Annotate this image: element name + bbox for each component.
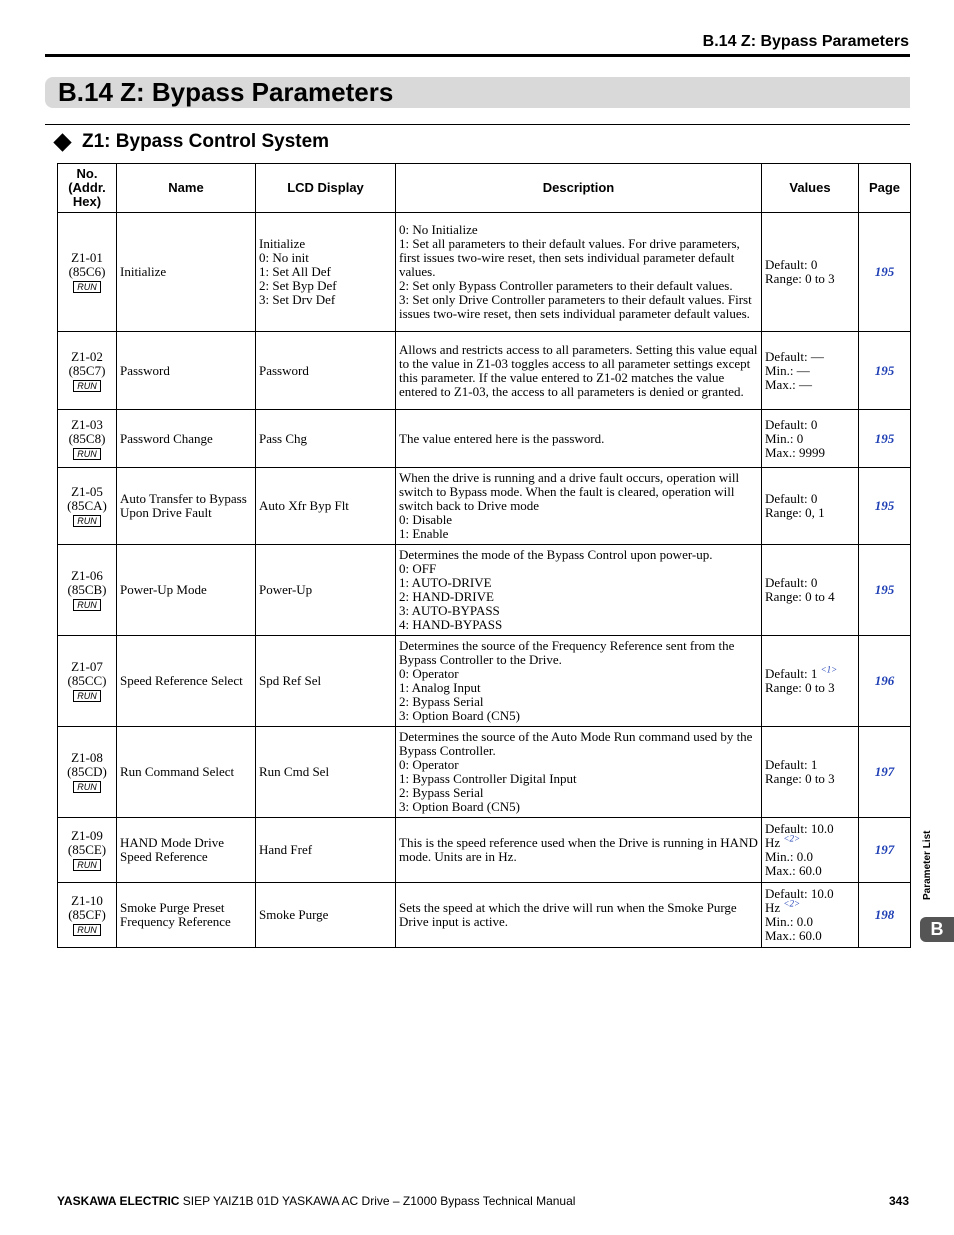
param-name-cell-line: Password	[120, 362, 170, 378]
values-line	[765, 576, 855, 590]
lcd-display-cell	[256, 883, 396, 948]
param-address: (85CF)	[68, 907, 106, 922]
param-address: (85C7)	[68, 362, 106, 378]
page-link[interactable]: 195	[859, 332, 911, 410]
values-cell	[762, 213, 859, 332]
section-bar	[45, 77, 910, 108]
values-text: Max.: 60.0	[765, 863, 822, 878]
values-text: Hz	[765, 835, 784, 850]
table-row	[58, 332, 911, 410]
side-tab-letter[interactable]: B	[920, 917, 954, 942]
description-cell	[396, 818, 762, 883]
values-text: Default: 10.0	[765, 821, 834, 836]
lcd-display-cell-line: 2: Set Byp Def	[259, 278, 337, 293]
values-line	[765, 833, 855, 850]
values-text: Range: 0 to 3	[765, 680, 835, 695]
param-address: (85CC)	[67, 673, 107, 688]
values-text: Default: 0	[765, 491, 818, 506]
values-text: Default: 1	[765, 757, 818, 772]
param-name-cell-line: Power-Up Mode	[120, 582, 207, 597]
param-number-cell	[58, 410, 117, 468]
values-cell	[762, 727, 859, 818]
values-line	[765, 772, 855, 786]
lcd-display-cell-line: 0: No init	[259, 250, 309, 265]
description-cell-line: 2: Bypass Serial	[399, 694, 484, 709]
values-text: Range: 0 to 3	[765, 271, 835, 286]
lcd-display-cell	[256, 818, 396, 883]
description-cell-line: When the drive is running and a drive fault occurs, operation will switch to Bypass mode. When the fault is cleared, operation will switch back to Drive mode	[399, 470, 740, 513]
param-number: Z1-06	[71, 568, 103, 583]
table-row	[58, 410, 911, 468]
description-cell-line: Sets the speed at which the drive will run when the Smoke Purge Drive input is active.	[399, 900, 737, 929]
values-text: Max.: 9999	[765, 444, 825, 460]
header-page: Page	[859, 164, 911, 213]
description-cell-line: 1: Enable	[399, 526, 449, 541]
values-text: Min.: 0.0	[765, 849, 814, 864]
subsection-title: Z1: Bypass Control System	[82, 131, 330, 152]
lcd-display-cell	[256, 545, 396, 636]
values-line	[765, 378, 855, 392]
values-line	[765, 258, 855, 272]
values-text: Default: —	[765, 348, 824, 364]
values-text: Default: 0	[765, 575, 818, 590]
footnote-reference[interactable]: <2>	[783, 898, 801, 909]
description-cell-line: 3: Option Board (CN5)	[399, 708, 520, 723]
table-header-row	[58, 164, 911, 213]
side-tab-label	[921, 830, 937, 916]
values-line	[765, 272, 855, 286]
description-cell-line: 3: Option Board (CN5)	[399, 799, 520, 814]
param-address: (85CE)	[67, 842, 107, 857]
lcd-display-cell	[256, 410, 396, 468]
lcd-display-cell	[256, 727, 396, 818]
values-text: Range: 0 to 3	[765, 771, 835, 786]
table-row	[58, 727, 911, 818]
lcd-display-cell-line: 3: Set Drv Def	[259, 292, 336, 307]
values-cell	[762, 468, 859, 545]
param-number-cell	[58, 468, 117, 545]
values-line	[765, 506, 855, 520]
param-address: (85CA)	[67, 498, 107, 513]
lcd-display-cell	[256, 468, 396, 545]
description-cell-line: This is the speed reference used when the Drive is running in HAND mode. Units are in Hz.	[399, 835, 758, 864]
values-line	[765, 432, 855, 446]
description-cell-line: 0: No Initialize	[399, 222, 478, 237]
table-row	[58, 636, 911, 727]
values-line	[765, 492, 855, 506]
values-text: Default: 0	[765, 257, 818, 272]
header-name: Name	[117, 164, 256, 213]
section-title: B.14 Z: Bypass Parameters	[58, 77, 394, 107]
page-link[interactable]: 196	[859, 636, 911, 727]
description-cell-line: 2: HAND-DRIVE	[399, 589, 494, 604]
param-name-cell	[117, 545, 256, 636]
param-name-cell	[117, 213, 256, 332]
values-line	[765, 898, 855, 915]
param-address: (85CD)	[67, 764, 107, 779]
table-row	[58, 818, 911, 883]
values-line	[765, 681, 855, 695]
lcd-display-cell-line: Pass Chg	[259, 430, 308, 446]
param-number-cell	[58, 636, 117, 727]
values-line	[765, 864, 855, 878]
param-number-cell	[58, 213, 117, 332]
lcd-display-cell-line: Auto Xfr Byp Flt	[259, 498, 349, 513]
lcd-display-cell	[256, 213, 396, 332]
lcd-display-cell-line: Run Cmd Sel	[259, 764, 330, 779]
values-text: Max.: —	[765, 376, 812, 392]
param-name-cell-line: Smoke Purge Preset Frequency Reference	[120, 900, 231, 929]
page-link[interactable]: 195	[859, 213, 911, 332]
values-line	[765, 850, 855, 864]
lcd-display-cell-line: Smoke Purge	[259, 907, 329, 922]
values-line	[765, 364, 855, 378]
running-head: B.14 Z: Bypass Parameters	[702, 33, 909, 50]
description-cell-line: 1: Analog Input	[399, 680, 481, 695]
param-name-cell-line: Auto Transfer to Bypass Upon Drive Fault	[120, 491, 247, 520]
description-cell-line: 2: Set only Bypass Controller parameters to their default values.	[399, 278, 733, 293]
description-cell-line: 0: OFF	[399, 561, 437, 576]
values-text: Default: 10.0	[765, 886, 834, 901]
values-cell	[762, 883, 859, 948]
lcd-display-cell-line: Password	[259, 362, 309, 378]
header-no-line: Hex)	[72, 194, 102, 209]
lcd-display-cell	[256, 636, 396, 727]
diamond-bullet-icon	[53, 133, 71, 151]
run-badge: RUN	[73, 281, 101, 293]
parameter-table	[57, 163, 911, 948]
run-badge: RUN	[73, 599, 101, 611]
values-text: Max.: 60.0	[765, 928, 822, 943]
description-cell-line: The value entered here is the password.	[399, 430, 605, 446]
page-link[interactable]: 195	[859, 468, 911, 545]
footer	[57, 1194, 575, 1208]
run-badge: RUN	[73, 515, 101, 527]
values-cell	[762, 636, 859, 727]
page-link[interactable]: 197	[859, 727, 911, 818]
description-cell-line: 1: AUTO-DRIVE	[399, 575, 492, 590]
description-cell-line: 2: Bypass Serial	[399, 785, 484, 800]
param-name-cell	[117, 818, 256, 883]
param-name-cell-line: Speed Reference Select	[120, 673, 243, 688]
param-number: Z1-05	[71, 484, 103, 499]
param-number-cell	[58, 818, 117, 883]
description-cell-line: 0: Operator	[399, 757, 459, 772]
param-name-cell	[117, 883, 256, 948]
description-cell-line: Determines the source of the Auto Mode Run command used by the Bypass Controller.	[399, 729, 753, 758]
description-cell-line: 0: Disable	[399, 512, 453, 527]
values-text: Min.: 0	[765, 430, 804, 446]
run-badge: RUN	[73, 781, 101, 793]
description-cell-line: Determines the mode of the Bypass Control upon power-up.	[399, 547, 713, 562]
description-cell	[396, 727, 762, 818]
param-address: (85C6)	[68, 264, 106, 279]
description-cell	[396, 410, 762, 468]
header-no-line: No.	[76, 166, 98, 181]
param-number: Z1-01	[71, 250, 103, 265]
run-badge: RUN	[73, 690, 101, 702]
header-no-line: (Addr.	[68, 180, 106, 195]
description-cell	[396, 213, 762, 332]
lcd-display-cell	[256, 332, 396, 410]
values-text: Min.: —	[765, 362, 810, 378]
table-row	[58, 883, 911, 948]
header-values: Values	[762, 164, 859, 213]
lcd-display-cell-line: Spd Ref Sel	[259, 673, 322, 688]
param-number-cell	[58, 332, 117, 410]
param-name-cell	[117, 332, 256, 410]
table-row	[58, 213, 911, 332]
description-cell-line: 3: AUTO-BYPASS	[399, 603, 500, 618]
values-cell	[762, 332, 859, 410]
header-no	[58, 164, 117, 213]
run-badge: RUN	[73, 924, 101, 936]
param-name-cell	[117, 727, 256, 818]
values-text: Range: 0 to 4	[765, 589, 835, 604]
run-badge: RUN	[73, 380, 101, 392]
header-rule	[45, 54, 910, 57]
header-description: Description	[396, 164, 762, 213]
description-cell-line: 0: Operator	[399, 666, 459, 681]
page-link[interactable]: 198	[859, 883, 911, 948]
description-cell	[396, 545, 762, 636]
values-line	[765, 446, 855, 460]
lcd-display-cell-line: Hand Fref	[259, 842, 313, 857]
param-name-cell-line: Password Change	[120, 430, 213, 446]
values-cell	[762, 818, 859, 883]
param-name-cell-line: HAND Mode Drive Speed Reference	[120, 835, 224, 864]
param-number: Z1-10	[71, 893, 103, 908]
lcd-display-cell-line: 1: Set All Def	[259, 264, 331, 279]
page-link[interactable]: 195	[859, 410, 911, 468]
footer-doc-title: SIEP YAIZ1B 01D YASKAWA AC Drive – Z1000 Bypass Technical Manual	[179, 1194, 576, 1208]
subsection-heading	[56, 129, 329, 155]
values-text: Default: 0	[765, 416, 818, 432]
lcd-display-cell-line: Initialize	[259, 236, 306, 251]
param-name-cell-line: Initialize	[120, 264, 167, 279]
values-line	[765, 664, 855, 681]
param-name-cell	[117, 636, 256, 727]
values-text: Min.: 0.0	[765, 914, 814, 929]
values-line	[765, 915, 855, 929]
description-cell	[396, 883, 762, 948]
run-badge: RUN	[73, 448, 101, 460]
section-rule	[45, 124, 910, 125]
table-row	[58, 545, 911, 636]
footnote-reference[interactable]: <1>	[820, 664, 838, 675]
param-number: Z1-09	[71, 828, 103, 843]
values-line	[765, 758, 855, 772]
param-name-cell-line: Run Command Select	[120, 764, 235, 779]
footer-brand: YASKAWA ELECTRIC	[57, 1194, 180, 1208]
values-line	[765, 418, 855, 432]
description-cell	[396, 332, 762, 410]
description-cell-line: 3: Set only Drive Controller parameters to their default values. First issues two-wire reset, then sets individual parameter default values.	[399, 292, 752, 321]
param-number-cell	[58, 727, 117, 818]
description-cell-line: Determines the source of the Frequency Reference sent from the Bypass Controller to the Drive.	[399, 638, 735, 667]
param-number-cell	[58, 545, 117, 636]
param-number: Z1-08	[71, 750, 103, 765]
values-cell	[762, 545, 859, 636]
param-number: Z1-07	[71, 659, 103, 674]
values-text: Range: 0, 1	[765, 505, 825, 520]
footnote-reference[interactable]: <2>	[783, 833, 801, 844]
values-text: Default: 1	[765, 666, 821, 681]
values-line	[765, 350, 855, 364]
param-number: Z1-03	[71, 416, 103, 432]
description-cell-line: Allows and restricts access to all parameters. Setting this value equal to the value in Z1-03 toggles access to all parameter settings except this parameter. If the value entered to Z1-02 matches the value entered to Z1-03, the access to all parameters is denied or granted.	[399, 341, 758, 399]
page-link[interactable]: 195	[859, 545, 911, 636]
param-name-cell	[117, 410, 256, 468]
page-number: 343	[888, 1194, 909, 1208]
param-number: Z1-02	[71, 348, 103, 364]
description-cell-line: 4: HAND-BYPASS	[399, 617, 503, 632]
description-cell	[396, 636, 762, 727]
values-cell	[762, 410, 859, 468]
header-lcd-display: LCD Display	[256, 164, 396, 213]
values-line	[765, 929, 855, 943]
values-text: Hz	[765, 900, 784, 915]
run-badge: RUN	[73, 859, 101, 871]
values-line	[765, 887, 855, 901]
lcd-display-cell-line: Power-Up	[259, 582, 313, 597]
values-line	[765, 822, 855, 836]
description-cell	[396, 468, 762, 545]
param-address: (85C8)	[68, 430, 106, 446]
param-number-cell	[58, 883, 117, 948]
param-name-cell	[117, 468, 256, 545]
values-line	[765, 590, 855, 604]
table-row	[58, 468, 911, 545]
page-link[interactable]: 197	[859, 818, 911, 883]
side-tab-label-text: Parameter List	[922, 830, 933, 900]
description-cell-line: 1: Bypass Controller Digital Input	[399, 771, 577, 786]
param-address: (85CB)	[67, 582, 107, 597]
description-cell-line: 1: Set all parameters to their default values. For drive parameters, first issues two-wire reset, then sets individual parameter default values.	[399, 236, 740, 279]
